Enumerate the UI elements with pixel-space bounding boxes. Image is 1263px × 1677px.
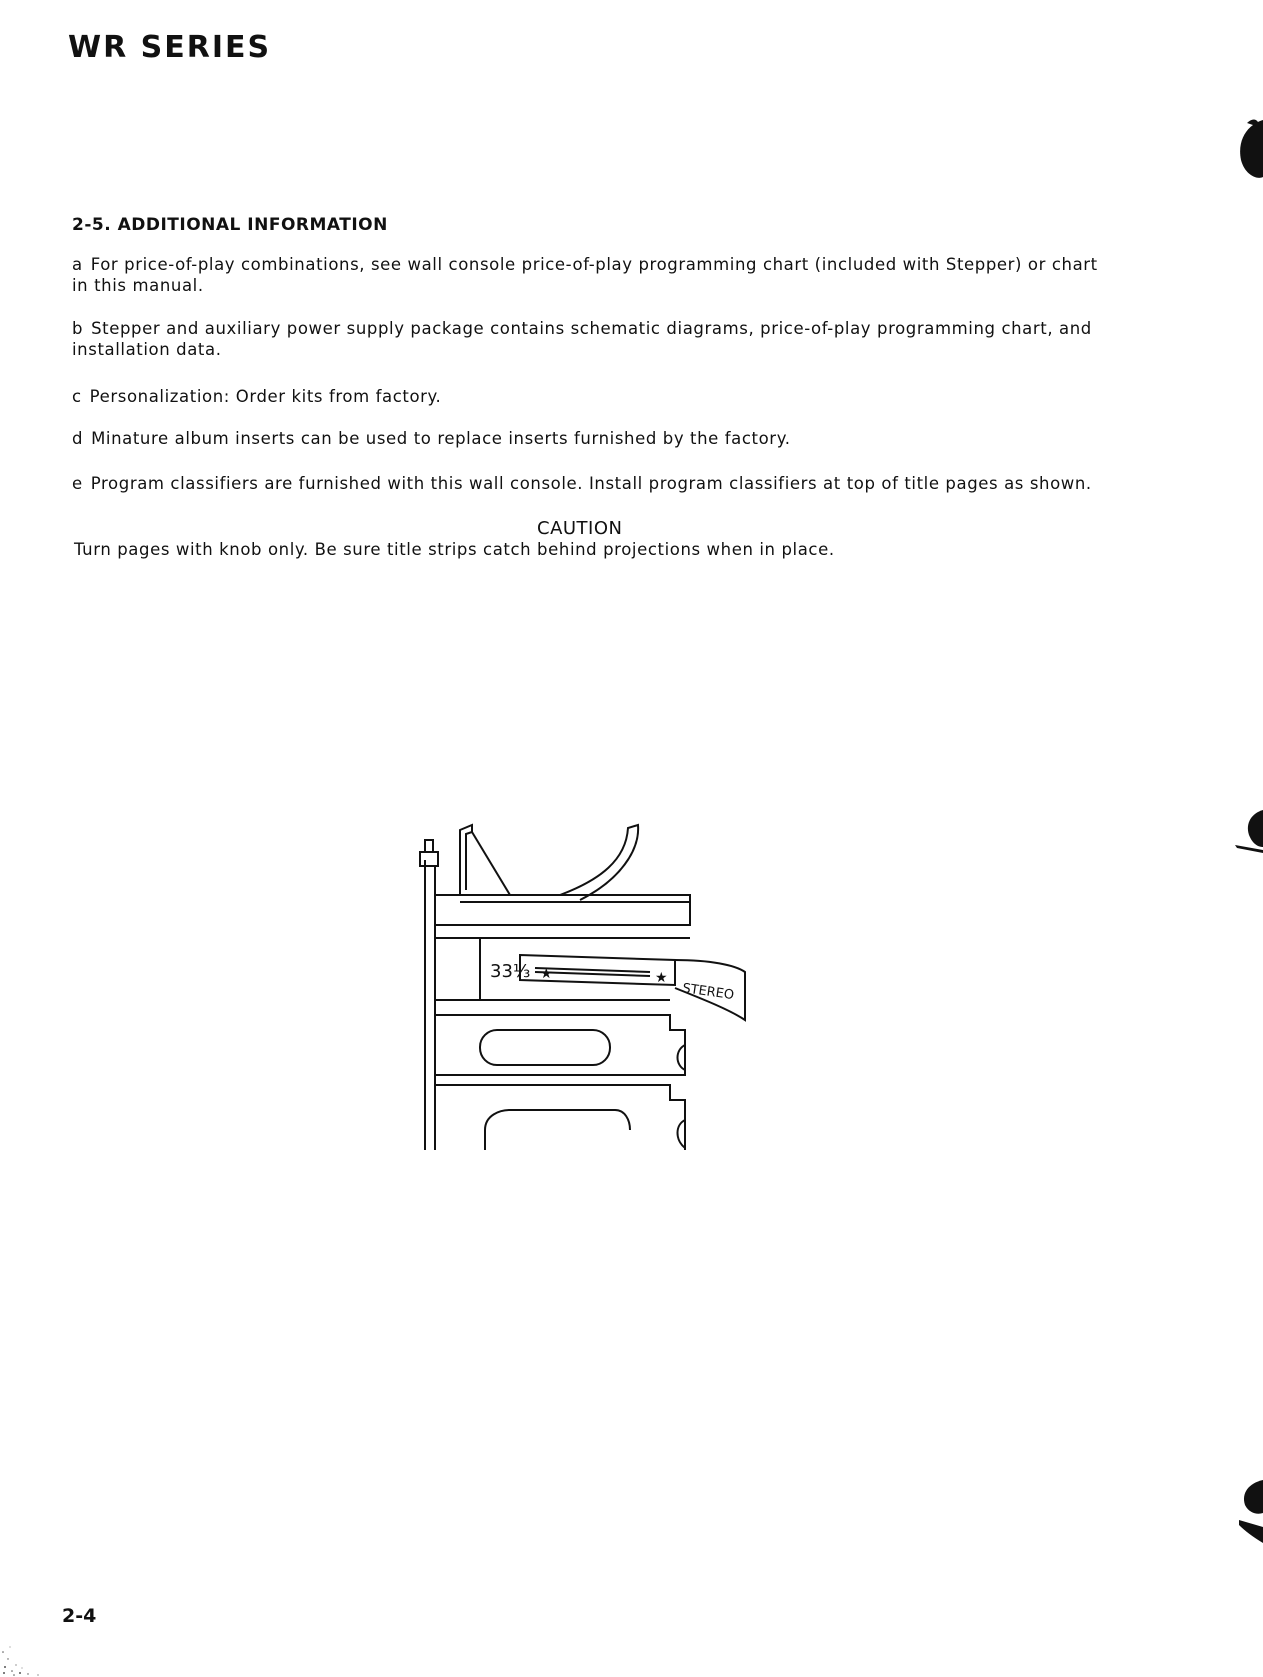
item-text: Stepper and auxiliary power supply package contains schematic diagrams, price-of-play programming chart, and installation data. xyxy=(72,319,1092,359)
info-item-a xyxy=(72,254,1112,296)
item-label: d xyxy=(72,429,84,448)
svg-text:★: ★ xyxy=(655,970,668,986)
page-number: 2-4 xyxy=(62,1605,97,1627)
strip-speed-label: 33⅓ xyxy=(490,961,531,982)
item-label: b xyxy=(72,319,84,338)
binder-hole-icon xyxy=(1227,1475,1263,1545)
caution-title: CAUTION xyxy=(537,518,623,539)
item-label: a xyxy=(72,255,83,274)
binder-hole-icon xyxy=(1227,805,1263,855)
caution-text: Turn pages with knob only. Be sure title strips catch behind projections when in place. xyxy=(74,540,835,559)
item-label: c xyxy=(72,387,82,406)
item-text: Personalization: Order kits from factory. xyxy=(89,387,442,406)
scan-noise-decoration xyxy=(0,1607,70,1677)
item-label: e xyxy=(72,474,83,493)
svg-text:★: ★ xyxy=(540,966,553,982)
info-item-e xyxy=(72,473,1112,494)
strip-stereo-label: STEREO xyxy=(681,981,735,1004)
title-page-illustration xyxy=(400,820,820,1150)
item-text: Program classifiers are furnished with this wall console. Install program classifiers at top of title pages as shown. xyxy=(90,474,1092,493)
info-item-d xyxy=(72,428,1112,449)
item-text: Minature album inserts can be used to replace inserts furnished by the factory. xyxy=(91,429,791,448)
info-item-b xyxy=(72,318,1112,360)
info-item-c xyxy=(72,386,1112,407)
item-text: For price-of-play combinations, see wall console price-of-play programming chart (included with Stepper) or chart in this manual. xyxy=(72,255,1098,295)
binder-hole-icon xyxy=(1227,115,1263,185)
page-header-title: WR SERIES xyxy=(68,30,272,65)
section-heading: 2-5. ADDITIONAL INFORMATION xyxy=(72,215,388,235)
